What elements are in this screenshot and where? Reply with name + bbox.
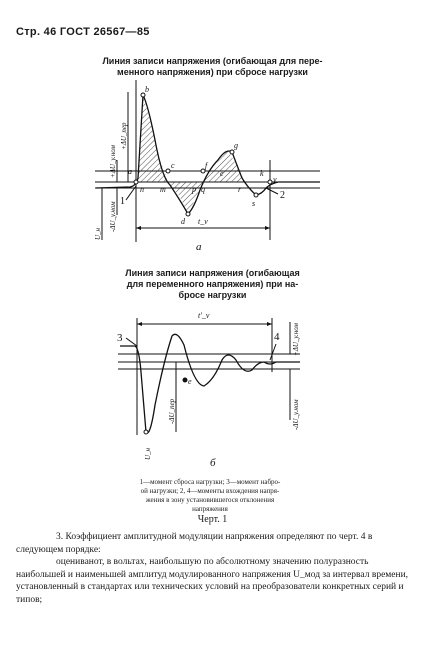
- figure-b-title: [0, 268, 425, 301]
- hatch-area-second: [203, 150, 245, 182]
- label-b-minus-delta-per: -ΔU_пер: [168, 398, 176, 424]
- label-s: s: [252, 199, 256, 208]
- label-f: f: [205, 161, 208, 170]
- label-m: m: [160, 185, 166, 194]
- label-d: d: [181, 217, 185, 226]
- label-b-u-n: U_н: [144, 447, 152, 460]
- label-a: a: [128, 167, 132, 176]
- label-b: b: [145, 85, 149, 94]
- paragraph-2: оцениванот, в вольтах, наибольшую по абсолютному значению полуразность наибольшей и наименьшей амплитуд модулированного напряжения U_мод за интервал времени, установленный в стандартах или технических условий на преобразователи конкретных серий и типов;: [16, 557, 409, 605]
- voltage-curve-b: [120, 334, 300, 433]
- caption-line-4: напряжения: [192, 505, 228, 513]
- point-b-min: [144, 430, 148, 434]
- point-c: [166, 169, 170, 173]
- label-u-n: U_н: [94, 227, 102, 240]
- label-e: e: [220, 169, 224, 178]
- marker-2: 2: [280, 190, 285, 201]
- point-g: [230, 150, 234, 154]
- point-e: [183, 378, 187, 382]
- marker-4: 4: [274, 331, 280, 343]
- figure-b-label: б: [210, 457, 216, 469]
- figure-b-title-line-1: Линия записи напряжения (огибающая: [125, 268, 300, 278]
- label-n: n: [140, 185, 144, 194]
- label-b-delta-nom: +ΔU_у.ном: [292, 323, 300, 356]
- label-q: q: [201, 185, 205, 194]
- figure-b: [118, 318, 300, 435]
- body-text: [16, 531, 412, 607]
- figure-number: Черт. 1: [197, 514, 228, 525]
- voltage-curve: [96, 95, 320, 214]
- figure-a-label: а: [196, 241, 202, 253]
- label-tv: t_v: [198, 217, 208, 226]
- label-minus-delta-u-nom: -ΔU_у.ном: [109, 201, 117, 232]
- point-a: [134, 180, 138, 184]
- label-delta-u-nom: +ΔU_у.ном: [109, 145, 117, 178]
- label-delta-u-per: +ΔU_пер: [120, 122, 128, 150]
- label-b-minus-delta-nom: -ΔU_у.ном: [292, 399, 300, 430]
- label-tv-b: t'_v: [198, 311, 210, 320]
- point-d: [186, 212, 190, 216]
- label-p: p: [192, 185, 196, 194]
- label-y: y: [273, 175, 277, 184]
- caption-line-1: 1—момент сброса нагрузки; 3—момент набро-: [139, 478, 281, 486]
- label-c: c: [171, 161, 175, 170]
- page-header: Стр. 46 ГОСТ 26567—85: [16, 26, 150, 38]
- caption-line-2: ой нагрузки; 2, 4—моменты вхождения напря-: [140, 487, 280, 495]
- label-g: g: [234, 141, 238, 150]
- marker-3: 3: [117, 332, 123, 344]
- figure-a-title-line-1: Линия записи напряжения (огибающая для пере-: [102, 56, 323, 66]
- figure-b-title-line-3: бросе нагрузки: [178, 290, 247, 300]
- label-k: k: [260, 169, 264, 178]
- figure-b-title-line-2: для переменного напряжения) при на-: [126, 279, 299, 289]
- leader-3: [126, 338, 137, 346]
- point-y: [268, 180, 272, 184]
- label-e-b: e: [188, 377, 192, 386]
- caption-line-3: жения в зону установившегося отклонения: [145, 496, 275, 504]
- figure-a-title-line-2: менного напряжения) при сбросе нагрузки: [117, 67, 308, 77]
- label-r: r: [238, 185, 242, 194]
- marker-1: 1: [120, 196, 125, 207]
- paragraph-1: 3. Коэффициент амплитудной модуляции напряжения определяют по черт. 4 в следующем порядке:: [16, 532, 373, 555]
- figure-caption: [110, 478, 310, 514]
- point-s: [254, 193, 258, 197]
- leader-2: [266, 188, 278, 194]
- leader-4: [270, 344, 276, 360]
